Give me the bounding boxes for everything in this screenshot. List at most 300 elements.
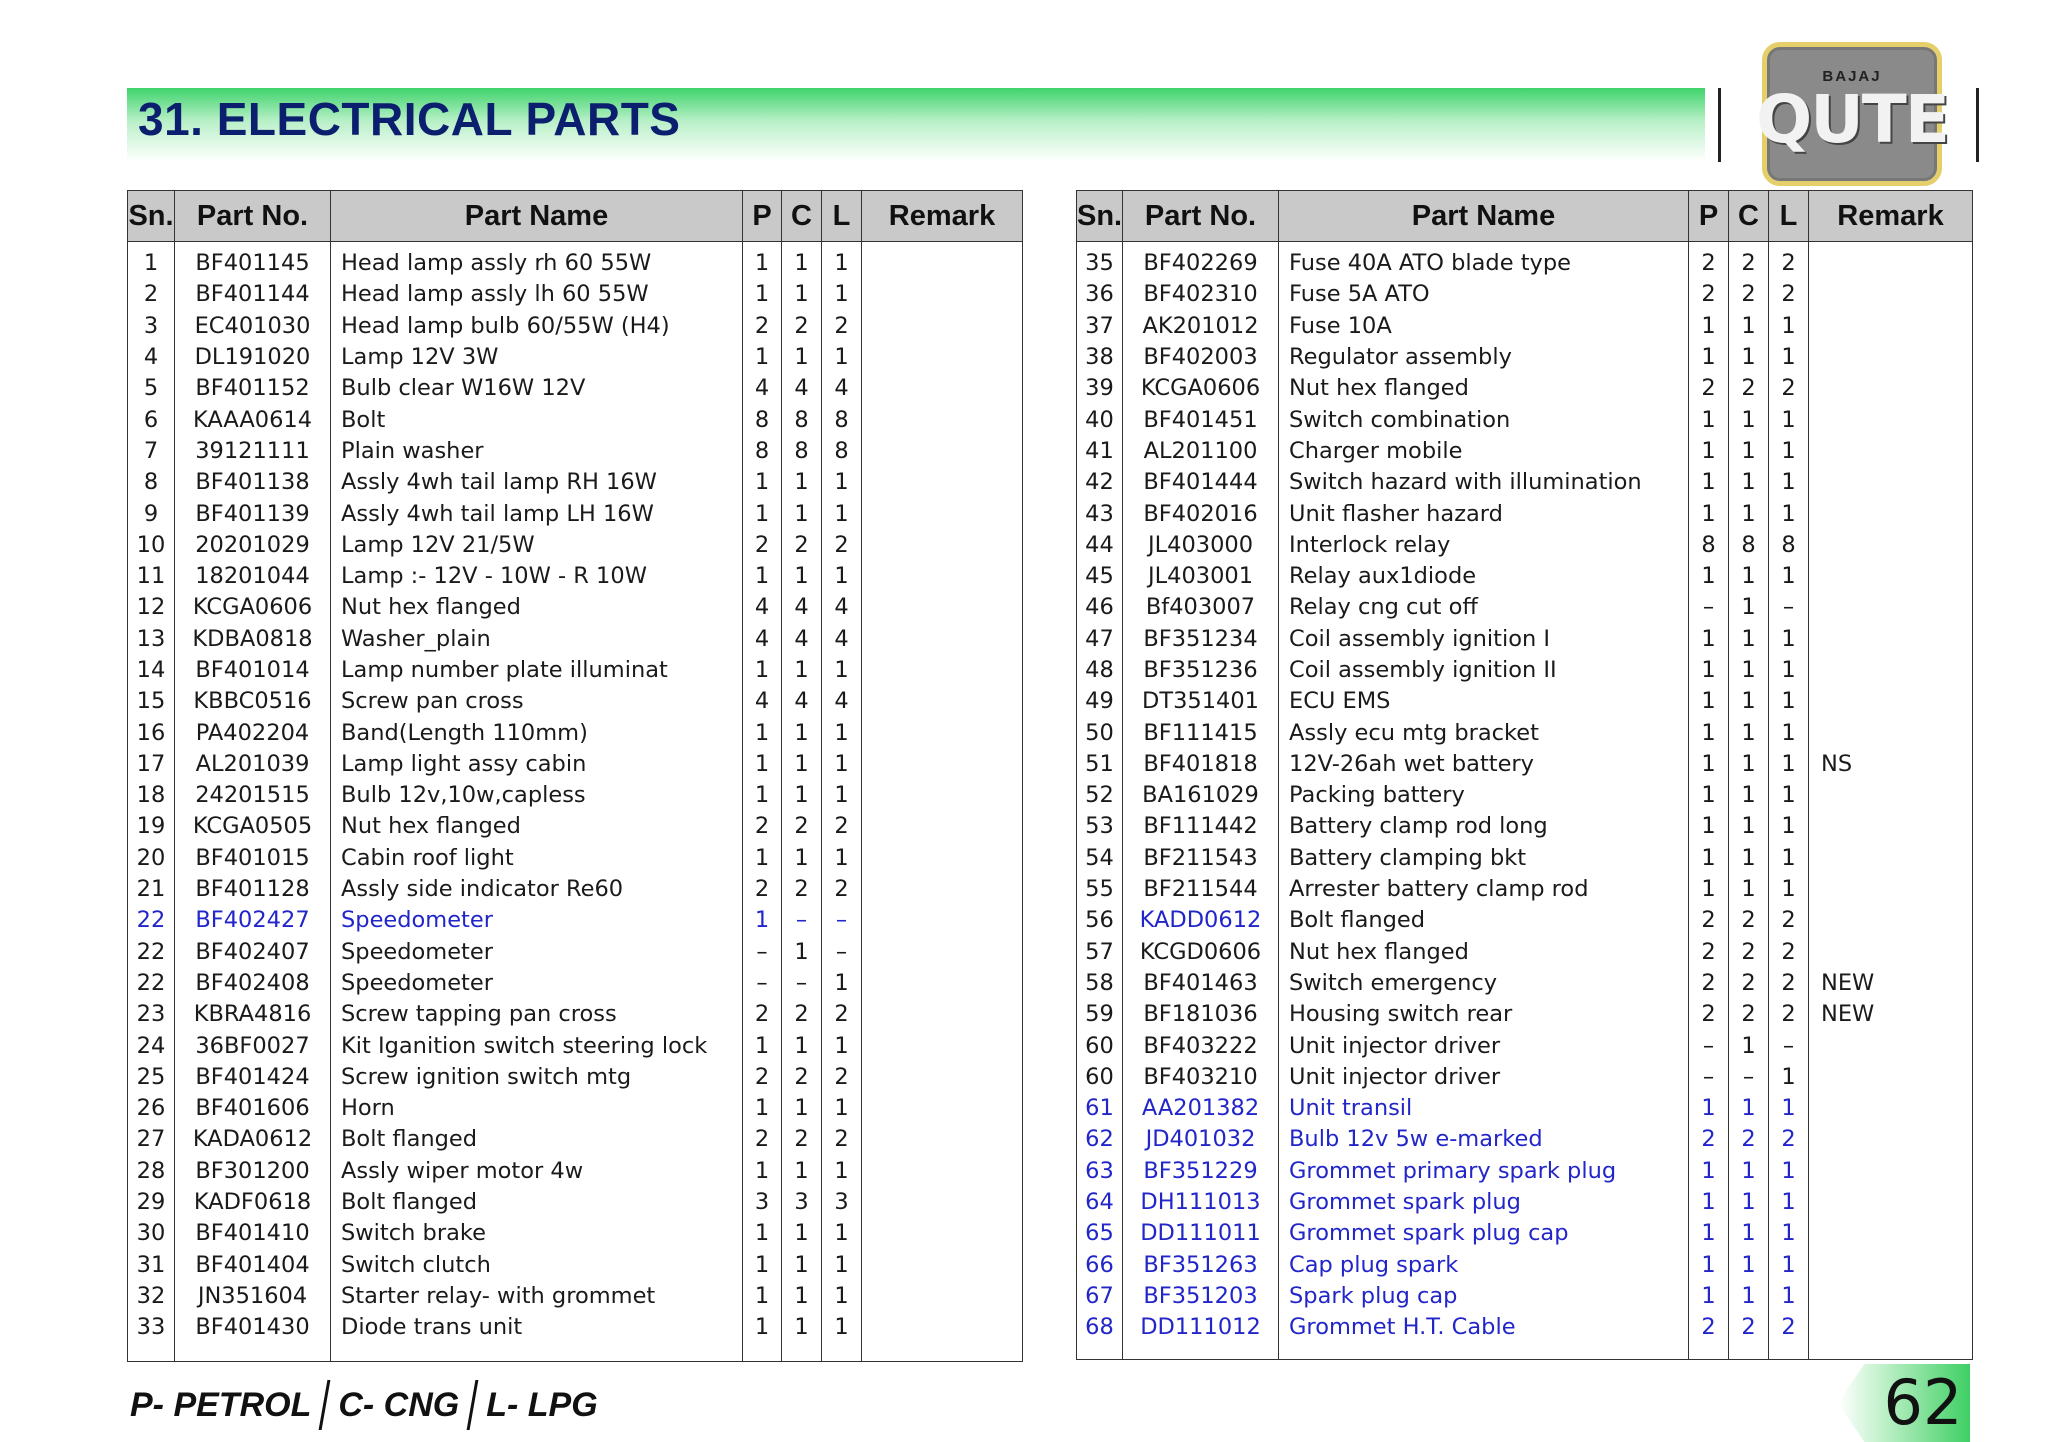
cell-remark xyxy=(1809,436,1973,467)
col-header-c: C xyxy=(782,191,822,242)
cell-petrol-qty: 1 xyxy=(1689,1187,1729,1218)
col-header-p: P xyxy=(1689,191,1729,242)
cell-part-no: AK201012 xyxy=(1123,311,1279,342)
cell-part-name: Speedometer xyxy=(331,905,743,936)
cell-cng-qty: 2 xyxy=(782,999,822,1030)
legend-separator xyxy=(467,1380,479,1430)
cell-part-name: Coil assembly ignition II xyxy=(1279,655,1689,686)
cell-cng-qty: 8 xyxy=(782,404,822,435)
filler-cell xyxy=(1123,1343,1279,1359)
table-row xyxy=(1077,530,1973,561)
cell-part-name: Nut hex flanged xyxy=(1279,937,1689,968)
cell-remark xyxy=(862,1312,1023,1343)
fuel-legend xyxy=(130,1380,598,1430)
cell-lpg-qty: 2 xyxy=(822,311,862,342)
cell-lpg-qty: 1 xyxy=(822,1156,862,1187)
cell-sn: 7 xyxy=(128,436,175,467)
legend-petrol: P- PETROL xyxy=(130,1385,312,1424)
col-header-l: L xyxy=(1769,191,1809,242)
cell-lpg-qty: 2 xyxy=(822,999,862,1030)
cell-cng-qty: 1 xyxy=(1729,1281,1769,1312)
cell-petrol-qty: 1 xyxy=(1689,1250,1729,1281)
cell-petrol-qty: 1 xyxy=(743,342,782,373)
table-row xyxy=(1077,905,1973,936)
cell-part-no: BF351236 xyxy=(1123,655,1279,686)
cell-sn: 52 xyxy=(1077,780,1123,811)
cell-sn: 31 xyxy=(128,1250,175,1281)
cell-part-no: KBRA4816 xyxy=(175,999,331,1030)
cell-remark xyxy=(862,561,1023,592)
cell-lpg-qty: 2 xyxy=(822,1124,862,1155)
cell-part-no: BF351234 xyxy=(1123,624,1279,655)
table-row xyxy=(1077,1124,1973,1155)
cell-part-name: Fuse 5A ATO xyxy=(1279,279,1689,310)
cell-sn: 22 xyxy=(128,905,175,936)
cell-petrol-qty: 1 xyxy=(743,843,782,874)
cell-cng-qty: 2 xyxy=(1729,937,1769,968)
cell-part-no: KCGD0606 xyxy=(1123,937,1279,968)
cell-part-name: Battery clamp rod long xyxy=(1279,811,1689,842)
cell-lpg-qty: 2 xyxy=(1769,999,1809,1030)
cell-remark xyxy=(1809,242,1973,280)
cell-part-no: DH111013 xyxy=(1123,1187,1279,1218)
cell-part-name: ECU EMS xyxy=(1279,686,1689,717)
cell-remark xyxy=(1809,373,1973,404)
table-header-row xyxy=(1077,191,1973,242)
cell-remark xyxy=(862,1093,1023,1124)
cell-part-name: Diode trans unit xyxy=(331,1312,743,1343)
cell-sn: 65 xyxy=(1077,1218,1123,1249)
cell-part-no: BF111442 xyxy=(1123,811,1279,842)
cell-part-name: Arrester battery clamp rod xyxy=(1279,874,1689,905)
cell-sn: 46 xyxy=(1077,592,1123,623)
cell-lpg-qty: 1 xyxy=(1769,1156,1809,1187)
cell-remark xyxy=(1809,1124,1973,1155)
cell-cng-qty: 2 xyxy=(782,874,822,905)
cell-remark xyxy=(1809,874,1973,905)
cell-sn: 5 xyxy=(128,373,175,404)
cell-part-no: BF401818 xyxy=(1123,749,1279,780)
table-row xyxy=(1077,811,1973,842)
cell-part-no: BF351203 xyxy=(1123,1281,1279,1312)
cell-sn: 21 xyxy=(128,874,175,905)
cell-part-name: Switch emergency xyxy=(1279,968,1689,999)
cell-petrol-qty: 1 xyxy=(1689,436,1729,467)
cell-petrol-qty: – xyxy=(1689,1030,1729,1061)
col-header-remark: Remark xyxy=(862,191,1023,242)
cell-part-name: Grommet H.T. Cable xyxy=(1279,1312,1689,1343)
table-row xyxy=(128,311,1023,342)
table-row xyxy=(128,1187,1023,1218)
table-row xyxy=(1077,1312,1973,1343)
cell-part-no: JN351604 xyxy=(175,1281,331,1312)
cell-lpg-qty: 1 xyxy=(822,1218,862,1249)
cell-lpg-qty: 1 xyxy=(1769,655,1809,686)
cell-remark xyxy=(862,1124,1023,1155)
cell-sn: 27 xyxy=(128,1124,175,1155)
cell-petrol-qty: 1 xyxy=(743,905,782,936)
table-row xyxy=(128,1312,1023,1343)
table-row xyxy=(1077,874,1973,905)
cell-part-name: Lamp :- 12V - 10W - R 10W xyxy=(331,561,743,592)
cell-lpg-qty: 1 xyxy=(822,717,862,748)
cell-part-no: 36BF0027 xyxy=(175,1030,331,1061)
cell-part-name: Nut hex flanged xyxy=(1279,373,1689,404)
cell-part-name: Unit injector driver xyxy=(1279,1062,1689,1093)
cell-part-no: BF181036 xyxy=(1123,999,1279,1030)
qute-logo xyxy=(1756,42,1948,186)
filler-cell xyxy=(331,1343,743,1361)
cell-petrol-qty: 1 xyxy=(1689,342,1729,373)
table-row xyxy=(1077,1218,1973,1249)
table-row xyxy=(1077,686,1973,717)
cell-part-no: EC401030 xyxy=(175,311,331,342)
cell-part-name: Unit injector driver xyxy=(1279,1030,1689,1061)
cell-part-name: Bolt flanged xyxy=(331,1187,743,1218)
cell-part-name: Lamp number plate illuminat xyxy=(331,655,743,686)
cell-lpg-qty: 1 xyxy=(822,342,862,373)
cell-lpg-qty: 4 xyxy=(822,373,862,404)
cell-lpg-qty: 2 xyxy=(822,1062,862,1093)
cell-remark xyxy=(862,279,1023,310)
cell-remark xyxy=(1809,1030,1973,1061)
cell-petrol-qty: 1 xyxy=(743,1030,782,1061)
cell-part-no: 20201029 xyxy=(175,530,331,561)
table-row xyxy=(1077,592,1973,623)
cell-lpg-qty: 1 xyxy=(822,242,862,280)
cell-cng-qty: 1 xyxy=(1729,780,1769,811)
cell-lpg-qty: 1 xyxy=(1769,311,1809,342)
cell-cng-qty: 2 xyxy=(1729,373,1769,404)
table-header-row xyxy=(128,191,1023,242)
cell-lpg-qty: 1 xyxy=(1769,686,1809,717)
cell-petrol-qty: 2 xyxy=(743,1062,782,1093)
cell-sn: 48 xyxy=(1077,655,1123,686)
cell-cng-qty: 1 xyxy=(1729,686,1769,717)
cell-part-name: Assly wiper motor 4w xyxy=(331,1156,743,1187)
cell-remark xyxy=(862,749,1023,780)
cell-cng-qty: 2 xyxy=(1729,968,1769,999)
cell-remark xyxy=(1809,937,1973,968)
cell-petrol-qty: 1 xyxy=(743,780,782,811)
cell-petrol-qty: – xyxy=(1689,592,1729,623)
col-header-part-no: Part No. xyxy=(175,191,331,242)
cell-sn: 50 xyxy=(1077,717,1123,748)
cell-sn: 11 xyxy=(128,561,175,592)
cell-part-name: Interlock relay xyxy=(1279,530,1689,561)
cell-part-name: Relay cng cut off xyxy=(1279,592,1689,623)
cell-part-no: BF401152 xyxy=(175,373,331,404)
table-row xyxy=(1077,717,1973,748)
cell-petrol-qty: 1 xyxy=(743,279,782,310)
filler-cell xyxy=(1689,1343,1729,1359)
cell-part-name: Cabin roof light xyxy=(331,843,743,874)
cell-cng-qty: 1 xyxy=(782,1218,822,1249)
cell-petrol-qty: 8 xyxy=(743,436,782,467)
cell-sn: 37 xyxy=(1077,311,1123,342)
cell-cng-qty: 1 xyxy=(782,655,822,686)
cell-sn: 15 xyxy=(128,686,175,717)
cell-remark xyxy=(862,1218,1023,1249)
col-header-p: P xyxy=(743,191,782,242)
table-row xyxy=(128,749,1023,780)
cell-sn: 9 xyxy=(128,498,175,529)
cell-lpg-qty: 8 xyxy=(822,404,862,435)
cell-petrol-qty: 1 xyxy=(743,242,782,280)
cell-sn: 23 xyxy=(128,999,175,1030)
cell-cng-qty: 1 xyxy=(1729,404,1769,435)
cell-cng-qty: 1 xyxy=(782,1156,822,1187)
cell-remark xyxy=(862,874,1023,905)
cell-petrol-qty: – xyxy=(743,937,782,968)
table-row xyxy=(1077,937,1973,968)
cell-part-no: DD111011 xyxy=(1123,1218,1279,1249)
col-header-part-no: Part No. xyxy=(1123,191,1279,242)
cell-part-no: BF402269 xyxy=(1123,242,1279,280)
cell-lpg-qty: 1 xyxy=(1769,1062,1809,1093)
cell-lpg-qty: 1 xyxy=(1769,1093,1809,1124)
table-row xyxy=(128,561,1023,592)
cell-part-name: Bulb 12v,10w,capless xyxy=(331,780,743,811)
cell-remark xyxy=(1809,1250,1973,1281)
cell-part-no: Bf403007 xyxy=(1123,592,1279,623)
table-row xyxy=(128,1062,1023,1093)
cell-remark xyxy=(1809,498,1973,529)
cell-part-name: Bolt flanged xyxy=(331,1124,743,1155)
cell-sn: 16 xyxy=(128,717,175,748)
cell-lpg-qty: 2 xyxy=(1769,1124,1809,1155)
cell-part-name: Bolt xyxy=(331,404,743,435)
cell-part-no: BF401128 xyxy=(175,874,331,905)
cell-petrol-qty: 4 xyxy=(743,686,782,717)
cell-part-name: Assly 4wh tail lamp LH 16W xyxy=(331,498,743,529)
cell-part-no: KADF0618 xyxy=(175,1187,331,1218)
table-row xyxy=(128,811,1023,842)
cell-sn: 53 xyxy=(1077,811,1123,842)
logo-model: QUTE xyxy=(1756,80,1948,158)
table-row xyxy=(1077,780,1973,811)
table-row xyxy=(1077,242,1973,280)
cell-cng-qty: 2 xyxy=(782,1062,822,1093)
cell-cng-qty: 1 xyxy=(782,717,822,748)
cell-part-no: BF401463 xyxy=(1123,968,1279,999)
cell-sn: 22 xyxy=(128,937,175,968)
cell-lpg-qty: 1 xyxy=(1769,717,1809,748)
cell-part-no: PA402204 xyxy=(175,717,331,748)
cell-petrol-qty: 1 xyxy=(743,1156,782,1187)
cell-remark xyxy=(862,242,1023,280)
cell-part-name: Speedometer xyxy=(331,937,743,968)
table-row xyxy=(128,1218,1023,1249)
parts-table-right xyxy=(1076,190,1973,1360)
cell-part-name: Head lamp assly rh 60 55W xyxy=(331,242,743,280)
cell-part-no: BF403222 xyxy=(1123,1030,1279,1061)
filler-cell xyxy=(743,1343,782,1361)
cell-part-no: BF351229 xyxy=(1123,1156,1279,1187)
cell-petrol-qty: 1 xyxy=(743,498,782,529)
cell-cng-qty: – xyxy=(782,905,822,936)
cell-petrol-qty: 1 xyxy=(1689,1218,1729,1249)
page-number: 62 xyxy=(1883,1366,1963,1439)
cell-petrol-qty: 2 xyxy=(1689,279,1729,310)
cell-remark xyxy=(862,937,1023,968)
cell-sn: 58 xyxy=(1077,968,1123,999)
table-row xyxy=(128,436,1023,467)
cell-part-name: Switch combination xyxy=(1279,404,1689,435)
cell-part-no: JL403001 xyxy=(1123,561,1279,592)
cell-remark xyxy=(862,530,1023,561)
cell-petrol-qty: 3 xyxy=(743,1187,782,1218)
cell-remark xyxy=(1809,905,1973,936)
cell-cng-qty: 2 xyxy=(1729,242,1769,280)
table-row xyxy=(128,905,1023,936)
cell-sn: 18 xyxy=(128,780,175,811)
table-row xyxy=(128,686,1023,717)
cell-remark xyxy=(1809,1187,1973,1218)
cell-sn: 13 xyxy=(128,624,175,655)
cell-petrol-qty: 1 xyxy=(1689,404,1729,435)
cell-lpg-qty: 1 xyxy=(1769,843,1809,874)
cell-sn: 10 xyxy=(128,530,175,561)
cell-cng-qty: 4 xyxy=(782,592,822,623)
filler-cell xyxy=(1279,1343,1689,1359)
cell-part-no: KCGA0606 xyxy=(1123,373,1279,404)
cell-remark xyxy=(862,717,1023,748)
cell-remark xyxy=(1809,1218,1973,1249)
cell-part-name: Lamp 12V 21/5W xyxy=(331,530,743,561)
cell-cng-qty: 1 xyxy=(1729,749,1769,780)
cell-lpg-qty: 1 xyxy=(822,968,862,999)
cell-lpg-qty: 1 xyxy=(822,1250,862,1281)
cell-part-name: 12V-26ah wet battery xyxy=(1279,749,1689,780)
cell-remark xyxy=(862,624,1023,655)
cell-cng-qty: 1 xyxy=(1729,1250,1769,1281)
cell-lpg-qty: 4 xyxy=(822,592,862,623)
cell-lpg-qty: 4 xyxy=(822,624,862,655)
cell-part-name: Relay aux1diode xyxy=(1279,561,1689,592)
cell-part-no: BF402407 xyxy=(175,937,331,968)
cell-part-name: Lamp 12V 3W xyxy=(331,342,743,373)
cell-part-name: Horn xyxy=(331,1093,743,1124)
table-row xyxy=(128,843,1023,874)
table-row xyxy=(128,874,1023,905)
cell-lpg-qty: 2 xyxy=(1769,242,1809,280)
table-row xyxy=(1077,467,1973,498)
cell-sn: 14 xyxy=(128,655,175,686)
cell-petrol-qty: 4 xyxy=(743,373,782,404)
cell-part-name: Assly side indicator Re60 xyxy=(331,874,743,905)
cell-remark xyxy=(1809,342,1973,373)
filler-cell xyxy=(822,1343,862,1361)
cell-part-no: AA201382 xyxy=(1123,1093,1279,1124)
page-title: 31. ELECTRICAL PARTS xyxy=(138,93,681,145)
table-row xyxy=(128,624,1023,655)
cell-petrol-qty: 2 xyxy=(1689,1124,1729,1155)
cell-petrol-qty: 1 xyxy=(1689,498,1729,529)
cell-remark xyxy=(1809,1156,1973,1187)
cell-remark xyxy=(862,1156,1023,1187)
cell-part-name: Switch hazard with illumination xyxy=(1279,467,1689,498)
cell-lpg-qty: 1 xyxy=(1769,404,1809,435)
cell-cng-qty: 1 xyxy=(782,1250,822,1281)
cell-part-no: 18201044 xyxy=(175,561,331,592)
cell-cng-qty: 8 xyxy=(1729,530,1769,561)
cell-lpg-qty: 1 xyxy=(822,655,862,686)
cell-cng-qty: 2 xyxy=(782,530,822,561)
cell-lpg-qty: 1 xyxy=(822,780,862,811)
cell-lpg-qty: 1 xyxy=(822,749,862,780)
cell-sn: 57 xyxy=(1077,937,1123,968)
cell-sn: 60 xyxy=(1077,1030,1123,1061)
cell-remark xyxy=(862,436,1023,467)
cell-remark xyxy=(862,686,1023,717)
col-header-l: L xyxy=(822,191,862,242)
cell-remark xyxy=(1809,404,1973,435)
cell-cng-qty: 1 xyxy=(782,780,822,811)
col-header-remark: Remark xyxy=(1809,191,1973,242)
cell-petrol-qty: 2 xyxy=(743,999,782,1030)
cell-sn: 36 xyxy=(1077,279,1123,310)
cell-part-no: AL201100 xyxy=(1123,436,1279,467)
cell-part-name: Unit flasher hazard xyxy=(1279,498,1689,529)
table-body-left xyxy=(128,242,1023,1362)
cell-remark xyxy=(1809,592,1973,623)
cell-petrol-qty: 1 xyxy=(1689,561,1729,592)
cell-cng-qty: 2 xyxy=(1729,1312,1769,1343)
cell-part-no: KAAA0614 xyxy=(175,404,331,435)
cell-lpg-qty: 1 xyxy=(822,1030,862,1061)
table-row xyxy=(1077,436,1973,467)
table-row xyxy=(1077,749,1973,780)
table-row xyxy=(1077,1030,1973,1061)
table-row xyxy=(128,968,1023,999)
filler-cell xyxy=(862,1343,1023,1361)
cell-remark xyxy=(1809,467,1973,498)
cell-petrol-qty: 1 xyxy=(743,467,782,498)
table-row xyxy=(1077,404,1973,435)
col-header-c: C xyxy=(1729,191,1769,242)
legend-separator xyxy=(319,1380,331,1430)
cell-part-no: BF403210 xyxy=(1123,1062,1279,1093)
cell-sn: 1 xyxy=(128,242,175,280)
cell-petrol-qty: 2 xyxy=(1689,1312,1729,1343)
cell-part-name: Kit Iganition switch steering lock xyxy=(331,1030,743,1061)
cell-lpg-qty: 2 xyxy=(1769,937,1809,968)
cell-remark xyxy=(1809,686,1973,717)
table-row xyxy=(1077,968,1973,999)
cell-cng-qty: 1 xyxy=(1729,1030,1769,1061)
cell-part-no: BF401139 xyxy=(175,498,331,529)
cell-part-name: Washer_plain xyxy=(331,624,743,655)
cell-petrol-qty: 2 xyxy=(1689,968,1729,999)
cell-cng-qty: 1 xyxy=(782,1312,822,1343)
cell-part-name: Band(Length 110mm) xyxy=(331,717,743,748)
divider-left xyxy=(1718,88,1721,162)
cell-remark xyxy=(862,404,1023,435)
cell-part-no: BA161029 xyxy=(1123,780,1279,811)
cell-petrol-qty: 1 xyxy=(1689,624,1729,655)
cell-cng-qty: 3 xyxy=(782,1187,822,1218)
cell-lpg-qty: 2 xyxy=(822,530,862,561)
divider-right xyxy=(1976,88,1979,162)
cell-sn: 64 xyxy=(1077,1187,1123,1218)
table-row xyxy=(1077,373,1973,404)
cell-cng-qty: 2 xyxy=(1729,279,1769,310)
cell-part-no: BF401444 xyxy=(1123,467,1279,498)
cell-petrol-qty: – xyxy=(743,968,782,999)
cell-part-name: Housing switch rear xyxy=(1279,999,1689,1030)
cell-lpg-qty: 1 xyxy=(822,498,862,529)
